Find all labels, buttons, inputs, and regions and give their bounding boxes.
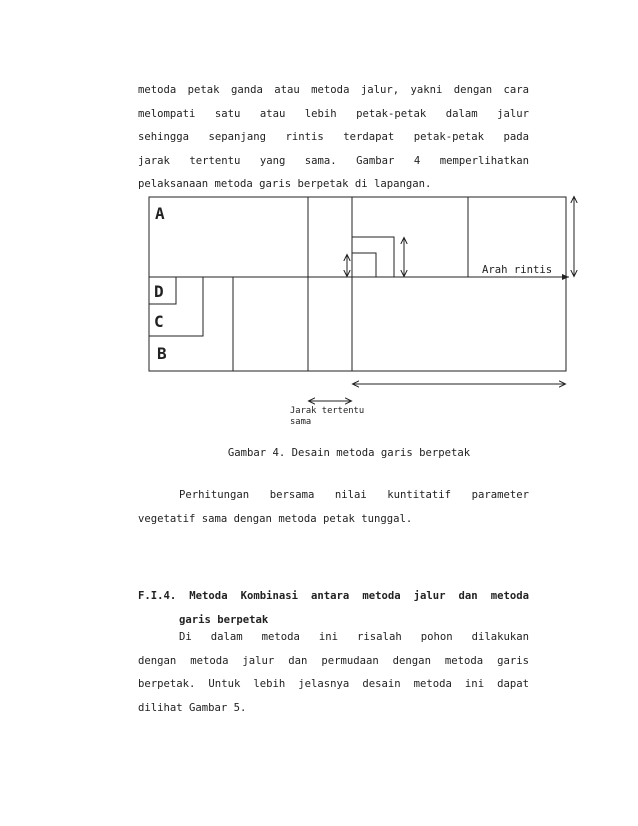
text-line: dilihat Gambar 5. xyxy=(138,701,247,714)
figure-caption: Gambar 4. Desain metoda garis berpetak xyxy=(227,447,471,459)
label-b: B xyxy=(157,344,167,363)
text-line: metoda petak ganda atau metoda jalur, yakni dengan cara xyxy=(138,84,529,96)
paragraph-calculation xyxy=(138,484,529,531)
distance-label: Jarak tertentu xyxy=(290,406,365,416)
text-line: Perhitungan bersama nilai kuntitatif parameter xyxy=(179,489,529,501)
plot-strip-bottom xyxy=(149,277,566,371)
text-line: jarak tertentu yang sama. Gambar 4 memperlihatkan xyxy=(138,154,529,167)
text-line: pelaksanaan metoda garis berpetak di lapangan. xyxy=(138,178,432,191)
distance-label-cont: sama xyxy=(290,417,312,427)
nested-plot-small xyxy=(352,253,376,277)
text-line: dengan metoda jalur dan permudaan dengan metoda garis xyxy=(138,654,529,667)
label-c: C xyxy=(154,312,164,331)
label-a: A xyxy=(155,204,165,223)
nested-plot-large xyxy=(352,237,394,277)
paragraph-section-body xyxy=(138,626,529,720)
text-line: vegetatif sama dengan metoda petak tunggal. xyxy=(138,512,413,525)
direction-label: Arah rintis xyxy=(482,264,553,276)
text-line: sehingga sepanjang rintis terdapat petak-petak pada xyxy=(138,131,529,144)
section-heading-line: F.I.4. Metoda Kombinasi antara metoda jalur dan metoda xyxy=(138,590,529,602)
text-line: melompati satu atau lebih petak-petak dalam jalur xyxy=(138,107,529,120)
text-line: Di dalam metoda ini risalah pohon dilakukan xyxy=(179,631,529,643)
label-d: D xyxy=(154,282,164,301)
text-line: berpetak. Untuk lebih jelasnya desain metoda ini dapat xyxy=(138,678,529,691)
section-heading-line: garis berpetak xyxy=(179,613,269,626)
